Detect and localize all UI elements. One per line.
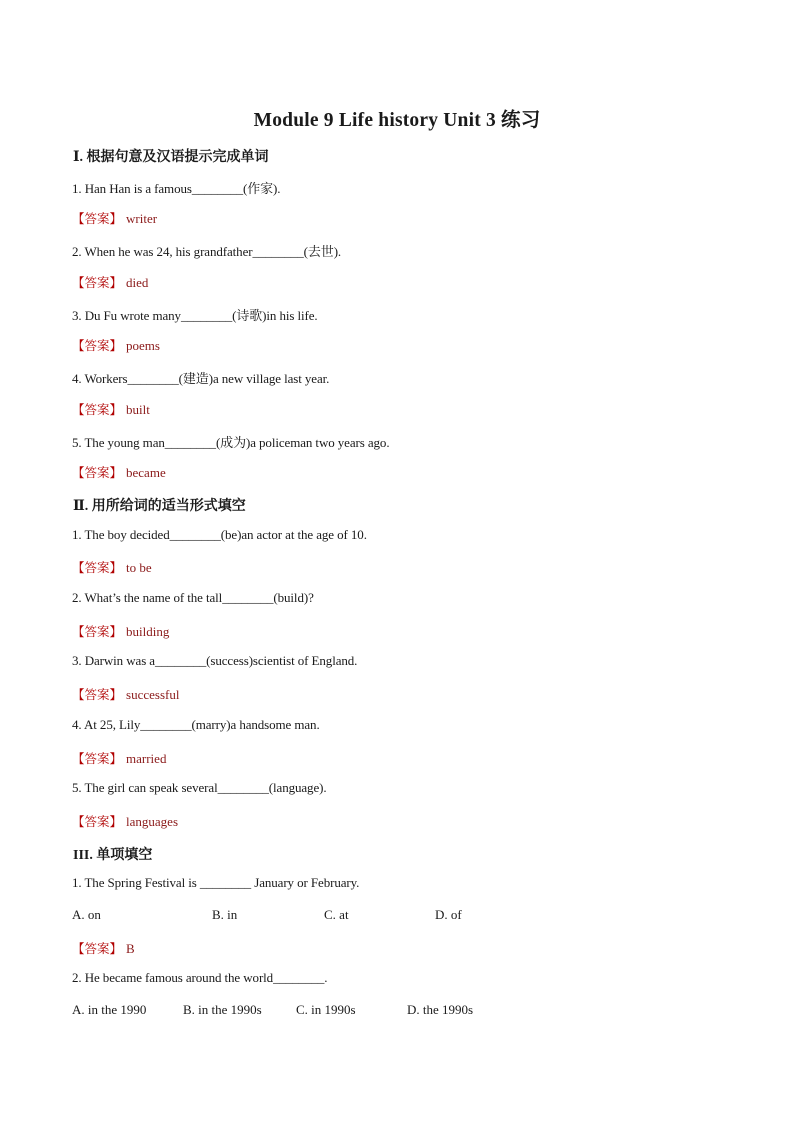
answer-tag: 【答案】 xyxy=(72,814,123,829)
option-c: C. at xyxy=(324,907,349,922)
question-1-3: 3. Du Fu wrote many________(诗歌)in his life. xyxy=(72,308,318,323)
answer-tag: 【答案】 xyxy=(72,751,123,766)
answer-1-4 xyxy=(72,400,150,418)
option-c: C. in 1990s xyxy=(296,1002,356,1017)
question-1-1: 1. Han Han is a famous________(作家). xyxy=(72,181,281,196)
option-d: D. the 1990s xyxy=(407,1002,474,1017)
question-2-3: 3. Darwin was a________(success)scientist of England. xyxy=(72,653,358,668)
answer-value: married xyxy=(126,751,167,766)
section-heading-3: III. 单项填空 xyxy=(73,848,153,863)
question-2-1: 1. The boy decided________(be)an actor at the age of 10. xyxy=(72,527,367,542)
options-3-1 xyxy=(72,907,462,923)
answer-2-4 xyxy=(72,749,166,767)
answer-2-1 xyxy=(72,558,152,576)
question-1-2: 2. When he was 24, his grandfather________(去世). xyxy=(72,244,342,259)
answer-value: successful xyxy=(126,687,180,702)
answer-tag: 【答案】 xyxy=(72,624,123,639)
option-d: D. of xyxy=(435,907,462,922)
answer-value: B xyxy=(126,941,135,956)
section-heading-1: Ⅰ. 根据句意及汉语提示完成单词 xyxy=(73,150,269,165)
answer-value: built xyxy=(126,402,150,417)
answer-tag: 【答案】 xyxy=(72,465,123,480)
question-2-5: 5. The girl can speak several________(language). xyxy=(72,780,327,795)
answer-value: to be xyxy=(126,560,152,575)
answer-tag: 【答案】 xyxy=(72,275,123,290)
answer-2-5 xyxy=(72,812,178,830)
section-heading-2: Ⅱ. 用所给词的适当形式填空 xyxy=(73,499,246,514)
option-b: B. in xyxy=(212,907,238,922)
question-2-4: 4. At 25, Lily________(marry)a handsome man. xyxy=(72,717,320,732)
answer-tag: 【答案】 xyxy=(72,687,123,702)
answer-value: languages xyxy=(126,814,178,829)
answer-1-1 xyxy=(72,209,157,227)
question-3-1: 1. The Spring Festival is ________ January or February. xyxy=(72,875,360,890)
question-3-2: 2. He became famous around the world________. xyxy=(72,970,328,985)
answer-3-1 xyxy=(72,939,135,957)
option-b: B. in the 1990s xyxy=(183,1002,262,1017)
options-3-2 xyxy=(72,1002,473,1018)
answer-1-2 xyxy=(72,273,148,291)
answer-tag: 【答案】 xyxy=(72,211,123,226)
answer-1-5 xyxy=(72,463,166,481)
question-1-4: 4. Workers________(建造)a new village last year. xyxy=(72,371,330,386)
question-2-2: 2. What’s the name of the tall________(build)? xyxy=(72,590,314,605)
question-1-5: 5. The young man________(成为)a policeman two years ago. xyxy=(72,435,390,450)
answer-tag: 【答案】 xyxy=(72,560,123,575)
answer-tag: 【答案】 xyxy=(72,402,123,417)
answer-value: building xyxy=(126,624,170,639)
answer-value: died xyxy=(126,275,149,290)
answer-value: poems xyxy=(126,338,160,353)
option-a: A. in the 1990 xyxy=(72,1002,147,1017)
answer-tag: 【答案】 xyxy=(72,941,123,956)
answer-1-3 xyxy=(72,336,160,354)
answer-tag: 【答案】 xyxy=(72,338,123,353)
answer-2-2 xyxy=(72,622,169,640)
answer-2-3 xyxy=(72,685,179,703)
option-a: A. on xyxy=(72,907,101,922)
answer-value: became xyxy=(126,465,166,480)
answer-value: writer xyxy=(126,211,158,226)
page-title: Module 9 Life history Unit 3 练习 xyxy=(253,110,541,131)
